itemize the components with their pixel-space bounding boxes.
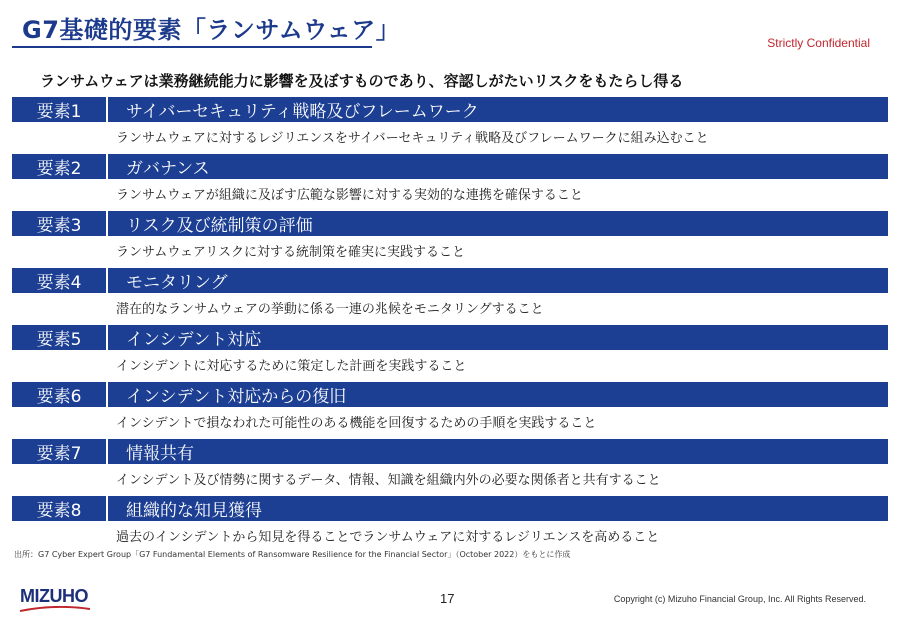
element-row-5 [12,325,888,382]
page-title: G7基礎的要素「ランサムウェア」 [22,16,401,44]
source-note: 出所：G7 Cyber Expert Group「G7 Fundamental Elements of Ransomware Resilience for the Financial Sector」（October 2022）をもとに作成 [14,550,571,559]
element-number: 要素7 [12,439,108,464]
element-bar [12,154,888,179]
element-name: サイバーセキュリティ戦略及びフレームワーク [126,102,479,122]
page-number: 17 [440,591,455,606]
element-number: 要素1 [12,97,108,122]
element-description: 潜在的なランサムウェアの挙動に係る一連の兆候をモニタリングすること [116,302,544,317]
element-description: インシデント及び情勢に関するデータ、情報、知識を組織内外の必要な関係者と共有すること [116,473,661,488]
element-number: 要素4 [12,268,108,293]
title-underline [12,46,372,48]
element-row-4 [12,268,888,325]
element-bar [12,325,888,350]
mizuho-logo: MIZUHO [20,586,88,606]
element-number: 要素3 [12,211,108,236]
element-row-1 [12,97,888,154]
element-description: ランサムウェアが組織に及ぼす広範な影響に対する実効的な連携を確保すること [116,188,583,203]
element-row-8 [12,496,888,553]
element-name: インシデント対応からの復旧 [126,387,347,407]
element-row-3 [12,211,888,268]
element-row-2 [12,154,888,211]
element-number: 要素2 [12,154,108,179]
element-name: 情報共有 [126,444,194,464]
slide-subtitle: ランサムウェアは業務継続能力に影響を及ぼすものであり、容認しがたいリスクをもたらし得る [40,72,684,90]
element-row-7 [12,439,888,496]
copyright-notice: Copyright (c) Mizuho Financial Group, Inc. All Rights Reserved. [613,594,866,604]
element-bar [12,97,888,122]
element-bar [12,496,888,521]
element-number: 要素5 [12,325,108,350]
element-number: 要素8 [12,496,108,521]
logo-swoosh-icon [20,606,90,612]
element-row-6 [12,382,888,439]
confidential-label: Strictly Confidential [767,36,870,50]
element-name: インシデント対応 [126,330,262,350]
element-bar [12,382,888,407]
element-name: モニタリング [126,273,228,293]
element-bar [12,439,888,464]
element-bar [12,211,888,236]
element-description: ランサムウェアに対するレジリエンスをサイバーセキュリティ戦略及びフレームワークに組み込むこと [116,131,709,146]
element-description: 過去のインシデントから知見を得ることでランサムウェアに対するレジリエンスを高めること [116,530,660,545]
element-bar [12,268,888,293]
element-name: リスク及び統制策の評価 [126,216,313,236]
element-description: インシデントで損なわれた可能性のある機能を回復するための手順を実践すること [116,416,597,431]
element-name: ガバナンス [126,159,210,179]
element-name: 組織的な知見獲得 [126,501,262,521]
element-number: 要素6 [12,382,108,407]
element-description: ランサムウェアリスクに対する統制策を確実に実践すること [116,245,466,260]
elements-list [12,97,888,553]
element-description: インシデントに対応するために策定した計画を実践すること [116,359,467,374]
